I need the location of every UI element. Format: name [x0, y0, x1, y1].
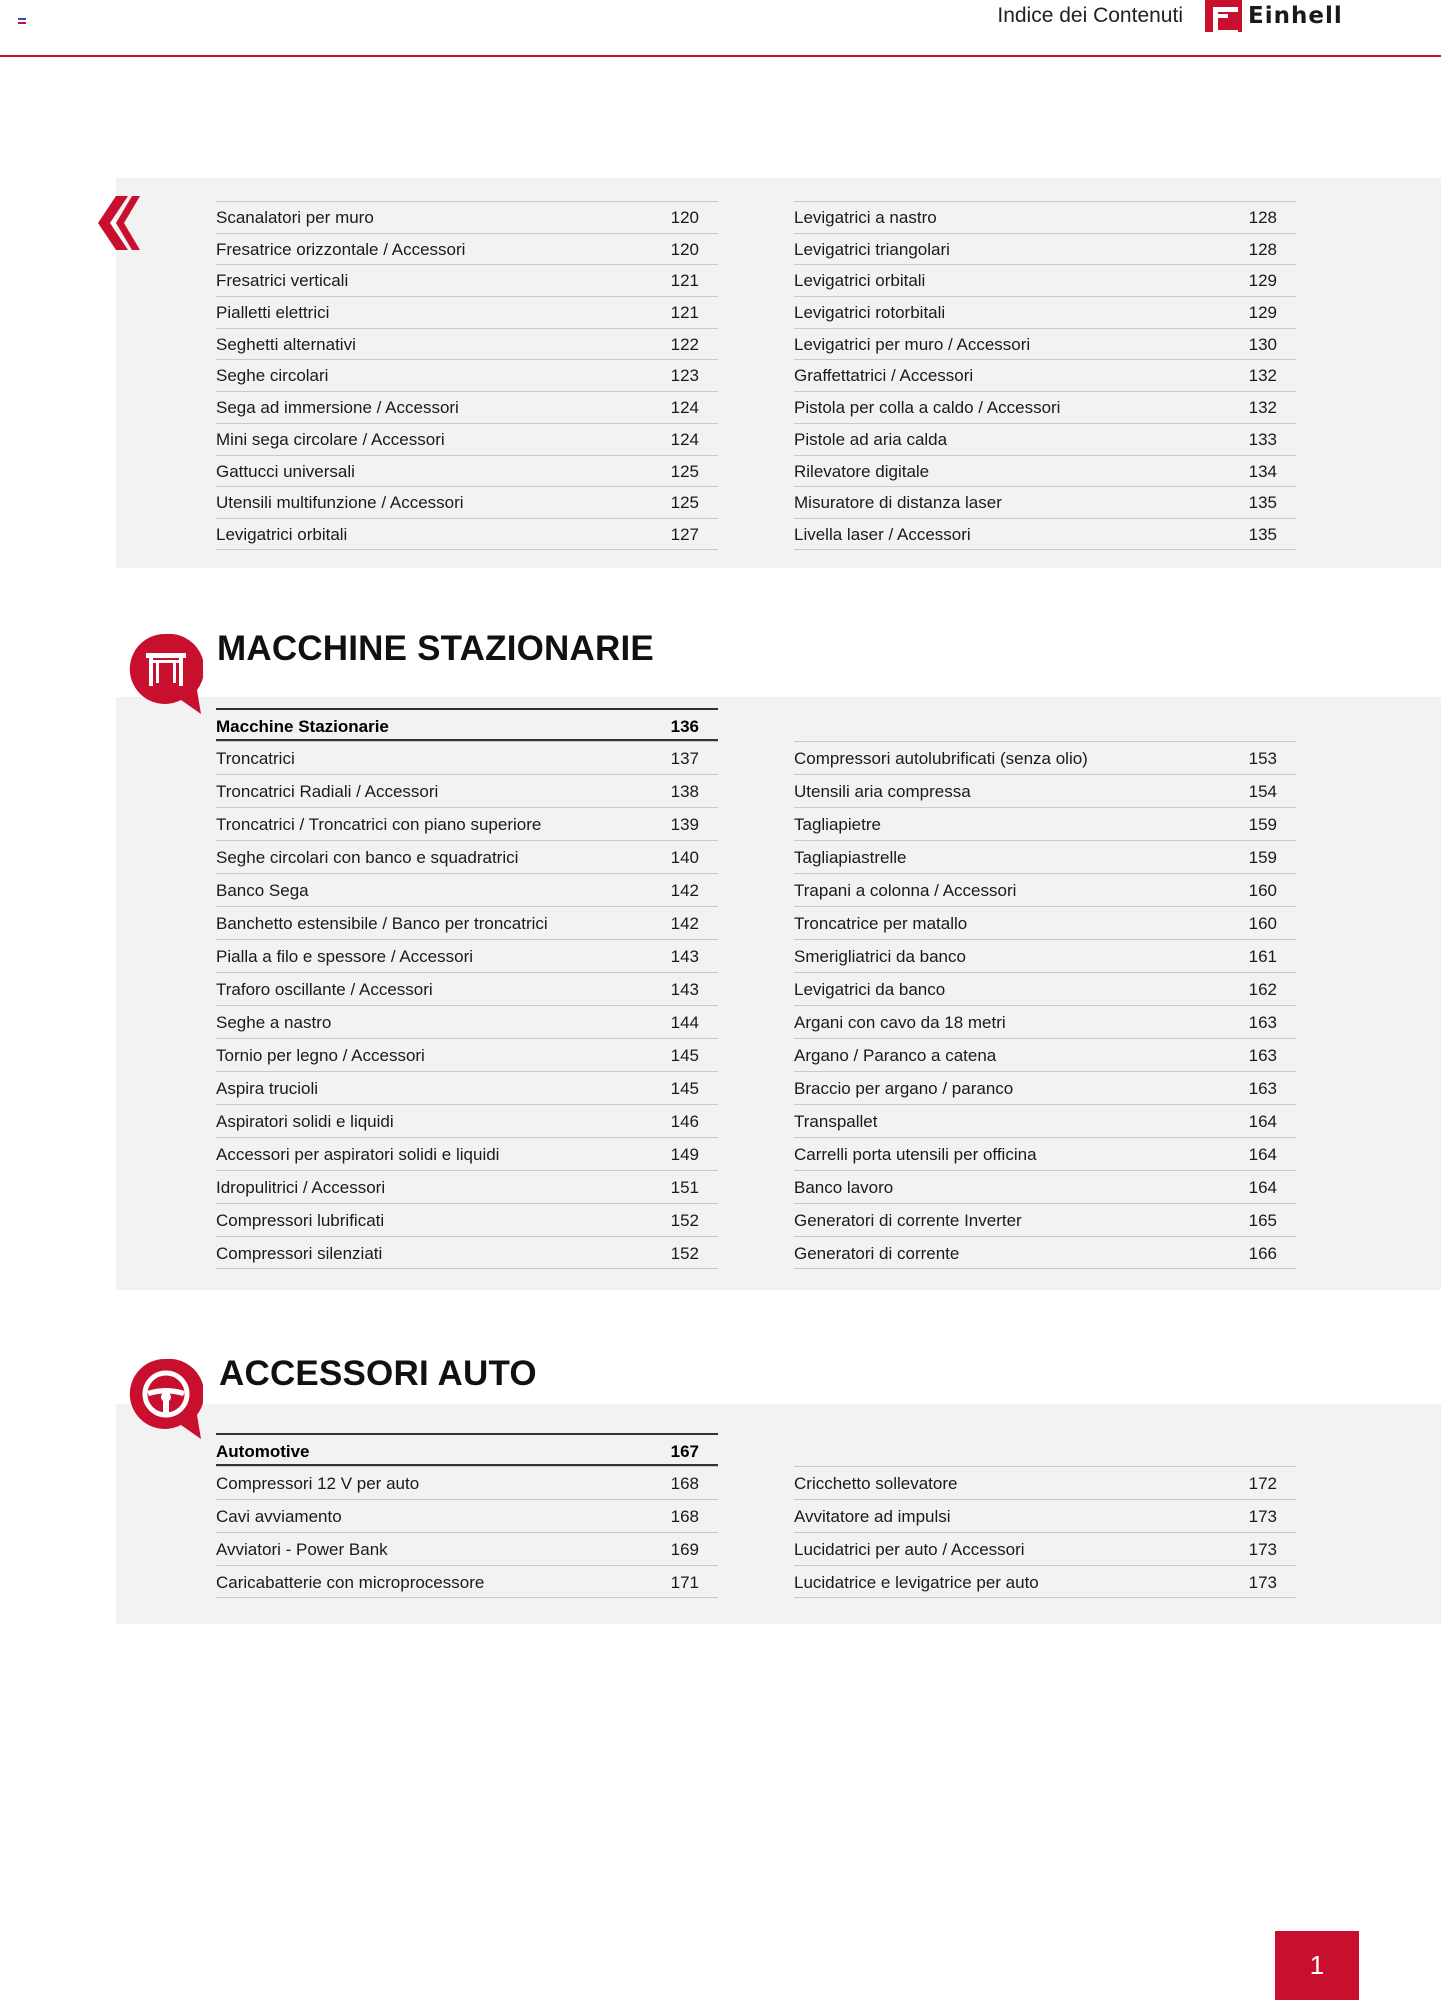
toc-entry-name: Trapani a colonna / Accessori: [794, 881, 1017, 900]
toc-entry-page: 163: [1248, 1046, 1277, 1065]
toc-entry-name: Compressori autolubrificati (senza olio): [794, 749, 1088, 768]
toc-entry[interactable]: [216, 1499, 718, 1532]
toc-entry-page: 135: [1248, 524, 1277, 544]
toc-entry-page: 154: [1248, 782, 1277, 801]
toc-entry[interactable]: [216, 201, 718, 233]
double-chevron-left-icon[interactable]: [96, 196, 140, 250]
toc-entry[interactable]: [216, 1038, 718, 1071]
toc-entry-page: 166: [1248, 1244, 1277, 1263]
toc-entry-name: Livella laser / Accessori: [794, 524, 971, 544]
toc-entry-name: Levigatrici triangolari: [794, 239, 950, 259]
toc-entry-name: Graffettatrici / Accessori: [794, 366, 974, 386]
toc-entry[interactable]: [216, 873, 718, 906]
toc-entry-name: Seghetti alternativi: [216, 334, 356, 354]
toc-entry-name: Compressori lubrificati: [216, 1211, 385, 1230]
toc-entry[interactable]: [794, 359, 1296, 391]
toc-entry-name: Argani con cavo da 18 metri: [794, 1013, 1006, 1032]
toc-entry-name: Aspira trucioli: [216, 1079, 319, 1098]
toc-entry-name: Accessori per aspiratori solidi e liquidi: [216, 1145, 500, 1164]
toc-entry-name: Smerigliatrici da banco: [794, 947, 966, 966]
toc-entry-name: Pialla a filo e spessore / Accessori: [216, 947, 474, 966]
toc-entry-name: Traforo oscillante / Accessori: [216, 980, 433, 999]
toc-entry-name: Gattucci universali: [216, 461, 355, 481]
einhell-logo[interactable]: [1205, 0, 1343, 32]
toc-entry-page: 120: [670, 239, 699, 259]
toc-entry-page: 121: [670, 303, 699, 323]
toc-entry[interactable]: [216, 1203, 718, 1236]
toc-entry-name: Levigatrici rotorbitali: [794, 303, 946, 323]
einhell-logo-icon: [1205, 0, 1242, 32]
toc-entry[interactable]: [794, 906, 1296, 939]
toc-entry-page: 162: [1248, 980, 1277, 999]
toc-entry[interactable]: [216, 774, 718, 807]
toc-entry-page: 168: [670, 1507, 699, 1526]
toc-heading-name: Automotive: [216, 1442, 310, 1461]
toc-entry-page: 121: [670, 271, 699, 291]
toc-entry-name: Seghe circolari: [216, 366, 329, 386]
toc-list-section1-right: [794, 201, 1296, 550]
toc-entry-page: 164: [1248, 1112, 1277, 1131]
toc-entry[interactable]: [794, 391, 1296, 423]
toc-entry[interactable]: [794, 1532, 1296, 1565]
toc-entry[interactable]: [216, 1532, 718, 1565]
toc-entry[interactable]: [794, 939, 1296, 972]
toc-entry-page: 159: [1248, 848, 1277, 867]
toc-entry-page: 146: [670, 1112, 699, 1131]
toc-entry-name: Generatori di corrente Inverter: [794, 1211, 1022, 1230]
toc-entry-page: 127: [670, 524, 699, 544]
toc-entry-name: Troncatrice per matallo: [794, 914, 968, 933]
toc-heading-page: 167: [670, 1442, 699, 1461]
toc-entry[interactable]: [794, 201, 1296, 233]
toc-entry[interactable]: [794, 741, 1296, 774]
toc-entry-page: 160: [1248, 881, 1277, 900]
toc-entry-page: 125: [670, 461, 699, 481]
toc-entry-name: Fresatrice orizzontale / Accessori: [216, 239, 466, 259]
einhell-logo-text: Einhell: [1248, 3, 1343, 29]
toc-entry[interactable]: [216, 486, 718, 518]
toc-entry[interactable]: [216, 264, 718, 296]
toc-entry-page: 124: [670, 429, 699, 449]
toc-entry[interactable]: [216, 741, 718, 774]
toc-entry[interactable]: [216, 296, 718, 328]
toc-entry-name: Avvitatore ad impulsi: [794, 1507, 951, 1526]
toc-entry-page: 123: [670, 366, 699, 386]
toc-entry[interactable]: [794, 233, 1296, 265]
toc-entry-name: Pistola per colla a caldo / Accessori: [794, 398, 1061, 418]
toc-entry-page: 143: [670, 980, 699, 999]
toc-entry[interactable]: [794, 1203, 1296, 1236]
toc-entry-page: 143: [670, 947, 699, 966]
toc-entry-page: 132: [1248, 398, 1277, 418]
toc-entry-page: 172: [1248, 1474, 1277, 1493]
toc-entry-name: Lucidatrici per auto / Accessori: [794, 1540, 1025, 1559]
toc-entry-page: 134: [1248, 461, 1277, 481]
toc-entry[interactable]: [794, 264, 1296, 296]
section-title-macchine-stazionarie: MACCHINE STAZIONARIE: [217, 629, 654, 668]
toc-entry[interactable]: [794, 1170, 1296, 1203]
toc-entry-name: Troncatrici / Troncatrici con piano superiore: [216, 815, 542, 834]
toc-entry[interactable]: [794, 486, 1296, 518]
toc-entry-name: Banco Sega: [216, 881, 309, 900]
toc-entry-name: Seghe circolari con banco e squadratrici: [216, 848, 519, 867]
toc-entry[interactable]: [216, 1137, 718, 1170]
toc-entry-page: 125: [670, 493, 699, 513]
toc-entry[interactable]: [794, 1071, 1296, 1104]
toc-entry-page: 129: [1248, 271, 1277, 291]
toc-entry[interactable]: [794, 972, 1296, 1005]
toc-entry-name: Braccio per argano / paranco: [794, 1079, 1014, 1098]
toc-entry-name: Misuratore di distanza laser: [794, 493, 1002, 513]
toc-entry[interactable]: [216, 233, 718, 265]
toc-entry[interactable]: [794, 1565, 1296, 1598]
toc-entry-name: Lucidatrice e levigatrice per auto: [794, 1573, 1039, 1592]
toc-entry-name: Troncatrici Radiali / Accessori: [216, 782, 439, 801]
toc-entry-name: Levigatrici per muro / Accessori: [794, 334, 1031, 354]
toc-entry-name: Levigatrici orbitali: [794, 271, 926, 291]
toc-entry-page: 132: [1248, 366, 1277, 386]
toc-entry-name: Seghe a nastro: [216, 1013, 332, 1032]
toc-entry-page: 171: [670, 1573, 699, 1592]
toc-entry[interactable]: [216, 518, 718, 550]
toc-entry-name: Utensili multifunzione / Accessori: [216, 493, 464, 513]
toc-entry-name: Levigatrici da banco: [794, 980, 946, 999]
toc-entry-page: 169: [670, 1540, 699, 1559]
toc-entry-page: 139: [670, 815, 699, 834]
toc-entry-page: 165: [1248, 1211, 1277, 1230]
toc-entry-name: Sega ad immersione / Accessori: [216, 398, 459, 418]
toc-entry-page: 133: [1248, 429, 1277, 449]
toc-entry-name: Carrelli porta utensili per officina: [794, 1145, 1037, 1164]
toc-entry-page: 149: [670, 1145, 699, 1164]
toc-entry-page: 161: [1248, 947, 1277, 966]
toc-entry[interactable]: [216, 1236, 718, 1269]
toc-entry-name: Cricchetto sollevatore: [794, 1474, 958, 1493]
toc-entry-name: Caricabatterie con microprocessore: [216, 1573, 485, 1592]
toc-list-section3-left: [216, 1433, 718, 1598]
header-title: Indice dei Contenuti: [997, 4, 1183, 27]
toc-entry-name: Banchetto estensibile / Banco per troncatrici: [216, 914, 548, 933]
toc-entry-name: Banco lavoro: [794, 1178, 894, 1197]
toc-entry-page: 163: [1248, 1013, 1277, 1032]
toc-entry[interactable]: [216, 1466, 718, 1499]
toc-entry-name: Levigatrici orbitali: [216, 524, 348, 544]
toc-entry-name: Fresatrici verticali: [216, 271, 349, 291]
flag-icon: [18, 18, 26, 24]
toc-entry[interactable]: [794, 840, 1296, 873]
toc-entry-page: 135: [1248, 493, 1277, 513]
toc-entry-name: Argano / Paranco a catena: [794, 1046, 997, 1065]
toc-entry-name: Utensili aria compressa: [794, 782, 971, 801]
toc-entry-name: Transpallet: [794, 1112, 878, 1131]
toc-entry-name: Troncatrici: [216, 749, 295, 768]
toc-entry-page: 159: [1248, 815, 1277, 834]
toc-entry-page: 137: [670, 749, 699, 768]
toc-entry-page: 129: [1248, 303, 1277, 323]
toc-entry[interactable]: [794, 423, 1296, 455]
toc-entry[interactable]: [794, 455, 1296, 487]
toc-entry-name: Rilevatore digitale: [794, 461, 930, 481]
page-number: 1: [1275, 1931, 1359, 2000]
toc-entry-name: Compressori silenziati: [216, 1244, 383, 1263]
toc-entry[interactable]: [794, 807, 1296, 840]
toc-entry-name: Pialletti elettrici: [216, 303, 330, 323]
toc-entry-page: 153: [1248, 749, 1277, 768]
toc-entry[interactable]: [216, 807, 718, 840]
toc-entry[interactable]: [794, 774, 1296, 807]
toc-entry-page: 173: [1248, 1507, 1277, 1526]
toc-entry[interactable]: [216, 840, 718, 873]
toc-entry[interactable]: [216, 1104, 718, 1137]
toc-list-section2-left: [216, 708, 718, 1269]
toc-entry-page: 140: [670, 848, 699, 867]
toc-entry-name: Tornio per legno / Accessori: [216, 1046, 425, 1065]
toc-entry[interactable]: [794, 1466, 1296, 1499]
toc-entry-page: 138: [670, 782, 699, 801]
toc-entry[interactable]: [794, 1499, 1296, 1532]
toc-entry-name: Pistole ad aria calda: [794, 429, 948, 449]
toc-section-heading[interactable]: [216, 708, 718, 741]
toc-entry[interactable]: [794, 328, 1296, 360]
toc-entry[interactable]: [216, 939, 718, 972]
toc-heading-name: Macchine Stazionarie: [216, 717, 389, 736]
toc-entry[interactable]: [794, 1038, 1296, 1071]
toc-entry-page: 145: [670, 1046, 699, 1065]
toc-entry-page: 151: [670, 1178, 699, 1197]
toc-entry-page: 145: [670, 1079, 699, 1098]
toc-entry[interactable]: [794, 1236, 1296, 1269]
toc-entry-name: Generatori di corrente: [794, 1244, 960, 1263]
toc-entry-page: 144: [670, 1013, 699, 1032]
toc-list-section1-left: [216, 201, 718, 550]
toc-heading-page: 136: [670, 717, 699, 736]
toc-entry[interactable]: [216, 906, 718, 939]
section-title-accessori-auto: ACCESSORI AUTO: [219, 1354, 537, 1393]
toc-entry-page: 128: [1248, 208, 1277, 227]
toc-entry[interactable]: [216, 328, 718, 360]
toc-entry-name: Idropulitrici / Accessori: [216, 1178, 386, 1197]
toc-entry-name: Cavi avviamento: [216, 1507, 342, 1526]
toc-entry-name: Compressori 12 V per auto: [216, 1474, 420, 1493]
toc-entry-page: 124: [670, 398, 699, 418]
toc-entry-name: Avviatori - Power Bank: [216, 1540, 388, 1559]
toc-entry-page: 142: [670, 881, 699, 900]
toc-entry[interactable]: [216, 423, 718, 455]
toc-entry-page: 164: [1248, 1178, 1277, 1197]
toc-entry-page: 120: [670, 208, 699, 227]
toc-entry-name: Tagliapiastrelle: [794, 848, 907, 867]
toc-entry[interactable]: [794, 296, 1296, 328]
toc-entry-page: 168: [670, 1474, 699, 1493]
toc-entry-page: 163: [1248, 1079, 1277, 1098]
steering-wheel-icon: [129, 1357, 203, 1441]
toc-entry-page: 152: [670, 1244, 699, 1263]
toc-entry-page: 122: [670, 334, 699, 354]
toc-entry-name: Mini sega circolare / Accessori: [216, 429, 445, 449]
toc-entry-page: 173: [1248, 1573, 1277, 1592]
toc-entry[interactable]: [216, 1071, 718, 1104]
toc-entry[interactable]: [794, 1137, 1296, 1170]
toc-entry-page: 130: [1248, 334, 1277, 354]
toc-entry[interactable]: [216, 1565, 718, 1598]
toc-list-section3-right: [794, 1466, 1296, 1598]
toc-entry[interactable]: [216, 455, 718, 487]
toc-entry[interactable]: [794, 1005, 1296, 1038]
toc-section-heading[interactable]: [216, 1433, 718, 1466]
toc-entry[interactable]: [794, 873, 1296, 906]
toc-entry[interactable]: [216, 1170, 718, 1203]
workbench-icon: [129, 632, 203, 716]
toc-list-section2-right: [794, 741, 1296, 1269]
toc-entry-name: Scanalatori per muro: [216, 208, 374, 227]
toc-entry-page: 173: [1248, 1540, 1277, 1559]
toc-entry-page: 152: [670, 1211, 699, 1230]
toc-entry-page: 164: [1248, 1145, 1277, 1164]
toc-entry-page: 142: [670, 914, 699, 933]
toc-entry-name: Levigatrici a nastro: [794, 208, 937, 227]
toc-entry-page: 128: [1248, 239, 1277, 259]
toc-entry[interactable]: [794, 1104, 1296, 1137]
toc-entry[interactable]: [216, 391, 718, 423]
toc-entry-name: Aspiratori solidi e liquidi: [216, 1112, 394, 1131]
toc-entry[interactable]: [216, 972, 718, 1005]
toc-entry[interactable]: [216, 359, 718, 391]
toc-entry[interactable]: [216, 1005, 718, 1038]
top-bar: [0, 0, 1441, 57]
toc-entry-name: Tagliapietre: [794, 815, 881, 834]
toc-entry-page: 160: [1248, 914, 1277, 933]
toc-entry[interactable]: [794, 518, 1296, 550]
